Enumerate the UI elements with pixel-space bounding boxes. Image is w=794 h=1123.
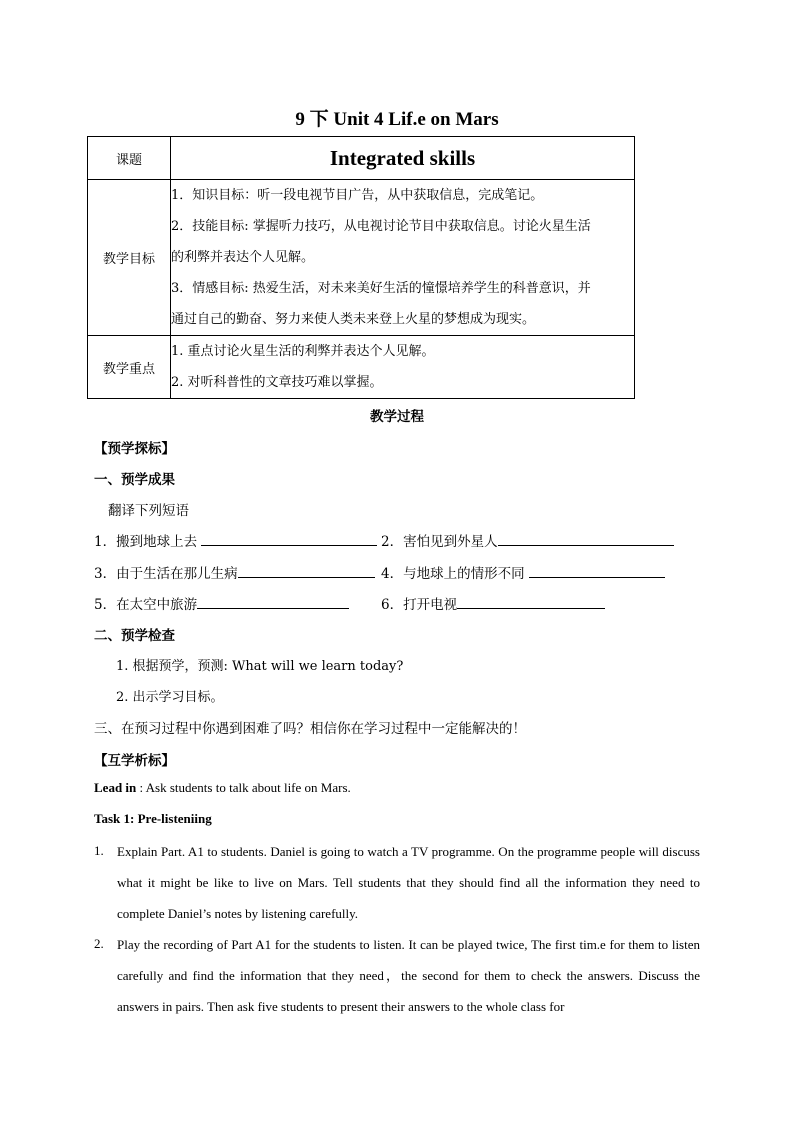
- step-text: Explain Part. A1 to students. Daniel is going to watch a TV programme. On the programme people will discuss what it might be like to live on Mars. Tell students that they should find all the information they need to complete Daniel’s notes by listening carefully.: [117, 844, 700, 921]
- course-title: Integrated skills: [171, 137, 635, 180]
- goal-line: 3．情感目标: 热爱生活，对未来美好生活的憧憬培养学生的科普意识，并: [171, 281, 591, 296]
- goal-line: 的利弊并表达个人见解。: [171, 250, 315, 265]
- keypoints-content: [171, 336, 635, 399]
- answer-blank[interactable]: [197, 594, 349, 609]
- step-number: 1.: [94, 843, 104, 858]
- interactive-heading: 【互学析标】: [94, 753, 175, 769]
- phrase-item: 5．在太空中旅游: [94, 593, 349, 613]
- phrase-item: 6．打开电视: [381, 593, 605, 613]
- answer-blank[interactable]: [498, 531, 674, 546]
- goals-content: [171, 180, 635, 336]
- phrase-item: 2．害怕见到外星人: [381, 530, 674, 550]
- phrase-item: 3．由于生活在那儿生病: [94, 562, 375, 582]
- step-paragraph: [94, 836, 700, 929]
- answer-blank[interactable]: [529, 563, 665, 578]
- preview-heading: 【预学探标】: [94, 441, 175, 457]
- keypoints-label: 教学重点: [88, 336, 171, 399]
- preview-section-1: 一、预学成果: [94, 472, 175, 488]
- check-item: 2. 出示学习目标。: [116, 690, 224, 705]
- step-paragraph: [94, 929, 700, 1022]
- answer-blank[interactable]: [201, 531, 377, 546]
- task-1-heading: Task 1: Pre-listeniing: [94, 811, 212, 826]
- lead-in-line: [94, 780, 351, 796]
- lead-in-text: : Ask students to talk about life on Mars.: [136, 780, 351, 795]
- check-item: 1. 根据预学，预测: What will we learn today?: [116, 659, 404, 674]
- process-title: 教学过程: [370, 409, 424, 425]
- keypoint-line: 1. 重点讨论火星生活的利弊并表达个人见解。: [171, 344, 435, 359]
- document-title: 9 下 Unit 4 Lif.e on Mars: [295, 109, 499, 130]
- goal-line: 2．技能目标: 掌握听力技巧，从电视讨论节目中获取信息。讨论火星生活: [171, 219, 591, 234]
- lesson-info-table: [87, 136, 635, 399]
- goals-label: 教学目标: [88, 180, 171, 336]
- preview-section-2: 二、预学检查: [94, 628, 175, 644]
- lead-in-label: Lead in: [94, 780, 137, 795]
- course-label: 课题: [88, 137, 171, 180]
- goal-line: 1．知识目标：听一段电视节目广告，从中获取信息，完成笔记。: [171, 188, 544, 203]
- preview-section-3: 三、在预习过程中你遇到困难了吗？相信你在学习过程中一定能解决的！: [94, 721, 526, 737]
- phrase-item: 4．与地球上的情形不同: [381, 562, 665, 582]
- goal-line: 通过自己的勤奋、努力来使人类未来登上火星的梦想成为现实。: [171, 312, 536, 327]
- phrase-item: 1．搬到地球上去: [94, 530, 377, 550]
- step-text: Play the recording of Part A1 for the students to listen. It can be played twice, The first tim.e for them to listen carefully and find the information that they need，the second for them to check the answers. Discuss the answers in pairs. Then ask five students to present their answers to the whole class for: [117, 937, 700, 1014]
- keypoint-line: 2. 对听科普性的文章技巧难以掌握。: [171, 375, 383, 390]
- translate-instruction: 翻译下列短语: [108, 503, 189, 519]
- answer-blank[interactable]: [457, 594, 605, 609]
- answer-blank[interactable]: [238, 563, 375, 578]
- step-number: 2.: [94, 936, 104, 951]
